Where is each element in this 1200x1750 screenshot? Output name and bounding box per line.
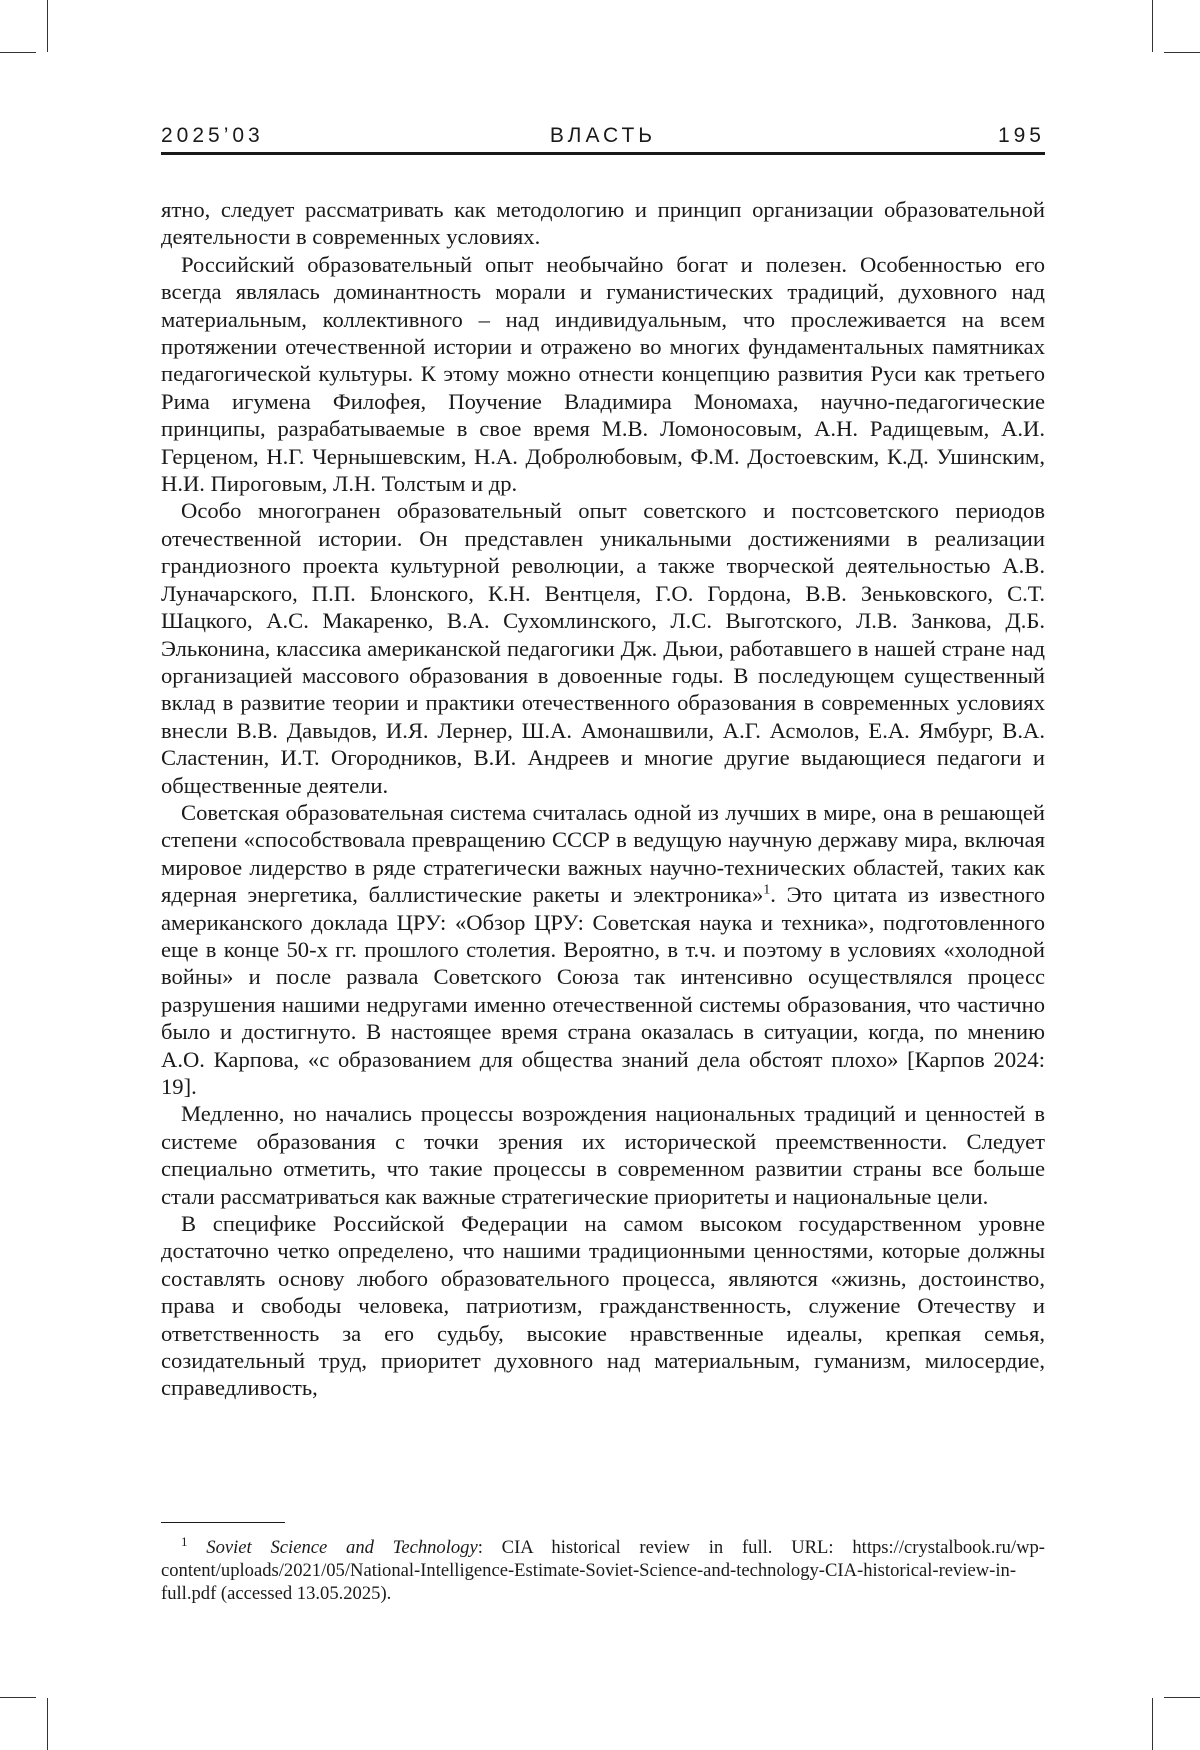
footnote [161, 1536, 1045, 1605]
paragraph: ятно, следует рассматривать как методологию и принцип организации образовательной деятельности в современных условиях. [161, 196, 1045, 251]
paragraph: Особо многогранен образовательный опыт советского и постсоветского периодов отечественной истории. Он представлен уникальными достижениями в реализации грандиозного проекта культурной революции, а также творческой деятельностью А.В. Луначарского, П.П. Блонского, К.Н. Вентцеля, Г.О. Гордона, В.В. Зеньковского, С.Т. Шацкого, А.С. Макаренко, В.А. Сухомлинского, Л.С. Выготского, Л.В. Занкова, Д.Б. Эльконина, классика американской педагогики Дж. Дьюи, работавшего в нашей стране над организацией массового образования в довоенные годы. В последующем существенный вклад в развитие теории и практики отечественного образования в современных условиях внесли В.В. Давыдов, И.Я. Лернер, Ш.А. Амонашвили, А.Г. Асмолов, Е.А. Ямбург, В.А. Сластенин, И.Т. Огородников, В.И. Андреев и многие другие выдающиеся педагоги и общественные деятели. [161, 497, 1045, 798]
paragraph: Медленно, но начались процессы возрождения национальных традиций и ценностей в системе образования с точки зрения их исторической преемственности. Следует специально отметить, что такие процессы в современном развитии страны все больше стали рассматриваться как важные стратегические приоритеты и национальные цели. [161, 1100, 1045, 1210]
crop-mark [0, 1697, 36, 1698]
footnote-reference[interactable]: 1 [763, 883, 770, 898]
footnote-number: 1 [181, 1534, 188, 1549]
footnote-rule [161, 1522, 285, 1523]
footnote-source-title: Soviet Science and Technology [206, 1537, 477, 1558]
paragraph-text: Советская образовательная система считалась одной из лучших в мире, она в решающей степени «способствовала превращению СССР в ведущую научную державу мира, включая мировое лидерство в ряде стратегически важных научно-технических областей, таких как ядерная энергетика, баллистические ракеты и электроника» [161, 800, 1045, 907]
journal-title: ВЛАСТЬ [161, 124, 1045, 148]
header-rule [161, 152, 1045, 155]
crop-mark [1164, 1697, 1200, 1698]
paragraph: Российский образовательный опыт необычайно богат и полезен. Особенностью его всегда являлась доминантность морали и гуманистических традиций, духовного над материальным, коллективного – над индивидуальным, что прослеживается на всем протяжении отечественной истории и отражено во многих фундаментальных памятниках педагогической культуры. К этому можно отнести концепцию развития Руси как третьего Рима игумена Филофея, Поучение Владимира Мономаха, научно-педагогические принципы, разрабатываемые в свое время М.В. Ломоносовым, А.Н. Радищевым, А.И. Герценом, Н.Г. Чернышевским, Н.А. Добролюбовым, Ф.М. Достоевским, К.Д. Ушинским, Н.И. Пироговым, Л.Н. Толстым и др. [161, 251, 1045, 498]
crop-mark [47, 0, 48, 52]
page-number: 195 [998, 124, 1045, 148]
paragraph-text: . Это цитата из известного американского доклада ЦРУ: «Обзор ЦРУ: Советская наука и техника», подготовленного еще в конце 50-х гг. прошлого столетия. Вероятно, в т.ч. и поэтому в условиях «холодной войны» и после развала Советского Союза так интенсивно осуществлялся процесс разрушения нашими недругами именно отечественной системы образования, что частично было и достигнуто. В настоящее время страна оказалась в ситуации, когда, по мнению А.О. Карпова, «с образованием для общества знаний дела обстоят плохо» [Карпов 2024: 19]. [161, 882, 1045, 1099]
crop-mark [1164, 52, 1200, 53]
crop-mark [1152, 0, 1153, 52]
crop-mark [47, 1698, 48, 1750]
issue-number: 2025’03 [161, 124, 264, 148]
paragraph: В специфике Российской Федерации на самом высоком государственном уровне достаточно четко определено, что нашими традиционными ценностями, которые должны составлять основу любого образовательного процесса, являются «жизнь, достоинство, права и свободы человека, патриотизм, гражданственность, служение Отечеству и ответственность за его судьбу, высокие нравственные идеалы, крепкая семья, созидательный труд, приоритет духовного над материальным, гуманизм, милосердие, справедливость, [161, 1210, 1045, 1402]
article-body [161, 196, 1045, 1402]
crop-mark [1152, 1698, 1153, 1750]
crop-mark [0, 52, 36, 53]
footnote-text: : CIA historical review in full. URL: https://crystalbook.ru/wp-content/uploads/2021/05/National-Intelligence-Estimate-Soviet-Science-and-technology-CIA-historical-review-in-full.pdf (accessed 13.05.2025). [161, 1537, 1045, 1604]
paragraph [161, 799, 1045, 1100]
running-header [161, 124, 1045, 152]
